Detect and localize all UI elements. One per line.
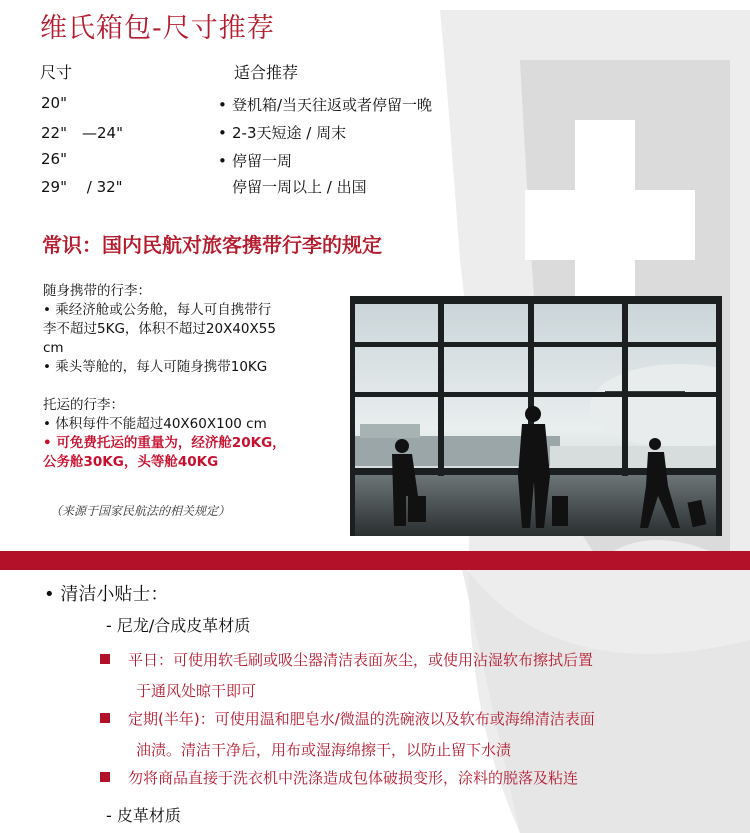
free-allowance-line: • 可免费托运的重量为，经济舱20KG， [43,435,286,451]
tip-item [100,763,700,794]
rec-text: 2-3天短途 / 周末 [232,124,347,142]
luggage-rules-text [43,282,343,472]
carry-on-line: • 乘头等舱的，每人可随身携带10KG [43,359,268,375]
square-bullet-icon [100,654,110,664]
bullet: • [218,96,227,114]
luggage-rules-title: 常识：国内民航对旅客携带行李的规定 [42,233,382,257]
size-row-1: 20" [41,94,67,112]
carry-on-line: cm [43,340,64,356]
carry-on-line: • 乘经济舱或公务舱，每人可自携带行 [43,302,272,318]
carry-on-line: 李不超过5KG，体积不超过20X40X55 [43,321,276,337]
rec-text: 登机箱/当天往返或者停留一晚 [232,96,433,114]
checked-heading: 托运的行李： [43,397,124,413]
tip-text: 平日：可使用软毛刷或吸尘器清洁表面灰尘，或使用沾湿软布擦拭后置 [128,651,594,669]
rec-row-2 [218,122,346,143]
rec-row-3 [218,150,292,171]
recommendation-column-header: 适合推荐 [234,63,299,82]
free-allowance-line: 公务舱30KG，头等舱40KG [43,454,219,470]
tip-item [100,704,700,766]
checked-line: • 体积每件不能超过40X60X100 cm [43,416,267,432]
page-title: 维氏箱包-尺寸推荐 [40,13,275,44]
rec-text: 停留一周 [232,152,293,170]
tip-text-cont: 油渍。清洁干净后，用布或湿海绵擦干，以防止留下水渍 [136,741,512,759]
rec-text: 停留一周以上 / 出国 [232,178,367,196]
tip-item [100,645,700,707]
tip-text: 勿将商品直接于洗衣机中洗涤造成包体破损变形，涂料的脱落及粘连 [128,769,579,787]
size-column-header: 尺寸 [40,63,73,82]
carry-on-heading: 随身携带的行李： [43,283,151,299]
rec-row-4 [218,176,367,197]
bullet: • [218,152,227,170]
size-row-3: 26" [41,150,67,168]
tip-text-cont: 于通风处晾干即可 [136,682,257,700]
cleaning-tips-title: • 清洁小贴士： [44,584,169,605]
source-note: （来源于国家民航法的相关规定） [50,504,231,518]
airport-photo [350,296,722,536]
material-leather-heading: - 皮革材质 [106,806,181,825]
tip-text: 定期(半年)：可使用温和肥皂水/微温的洗碗液以及软布或海绵清洁表面 [128,710,595,728]
section-divider-band [0,551,750,570]
material-nylon-heading: - 尼龙/合成皮革材质 [106,616,251,635]
square-bullet-icon [100,772,110,782]
bullet: • [218,124,227,142]
size-row-4: 29" / 32" [41,178,123,196]
square-bullet-icon [100,713,110,723]
size-row-2: 22" —24" [41,124,123,142]
rec-row-1 [218,94,432,115]
